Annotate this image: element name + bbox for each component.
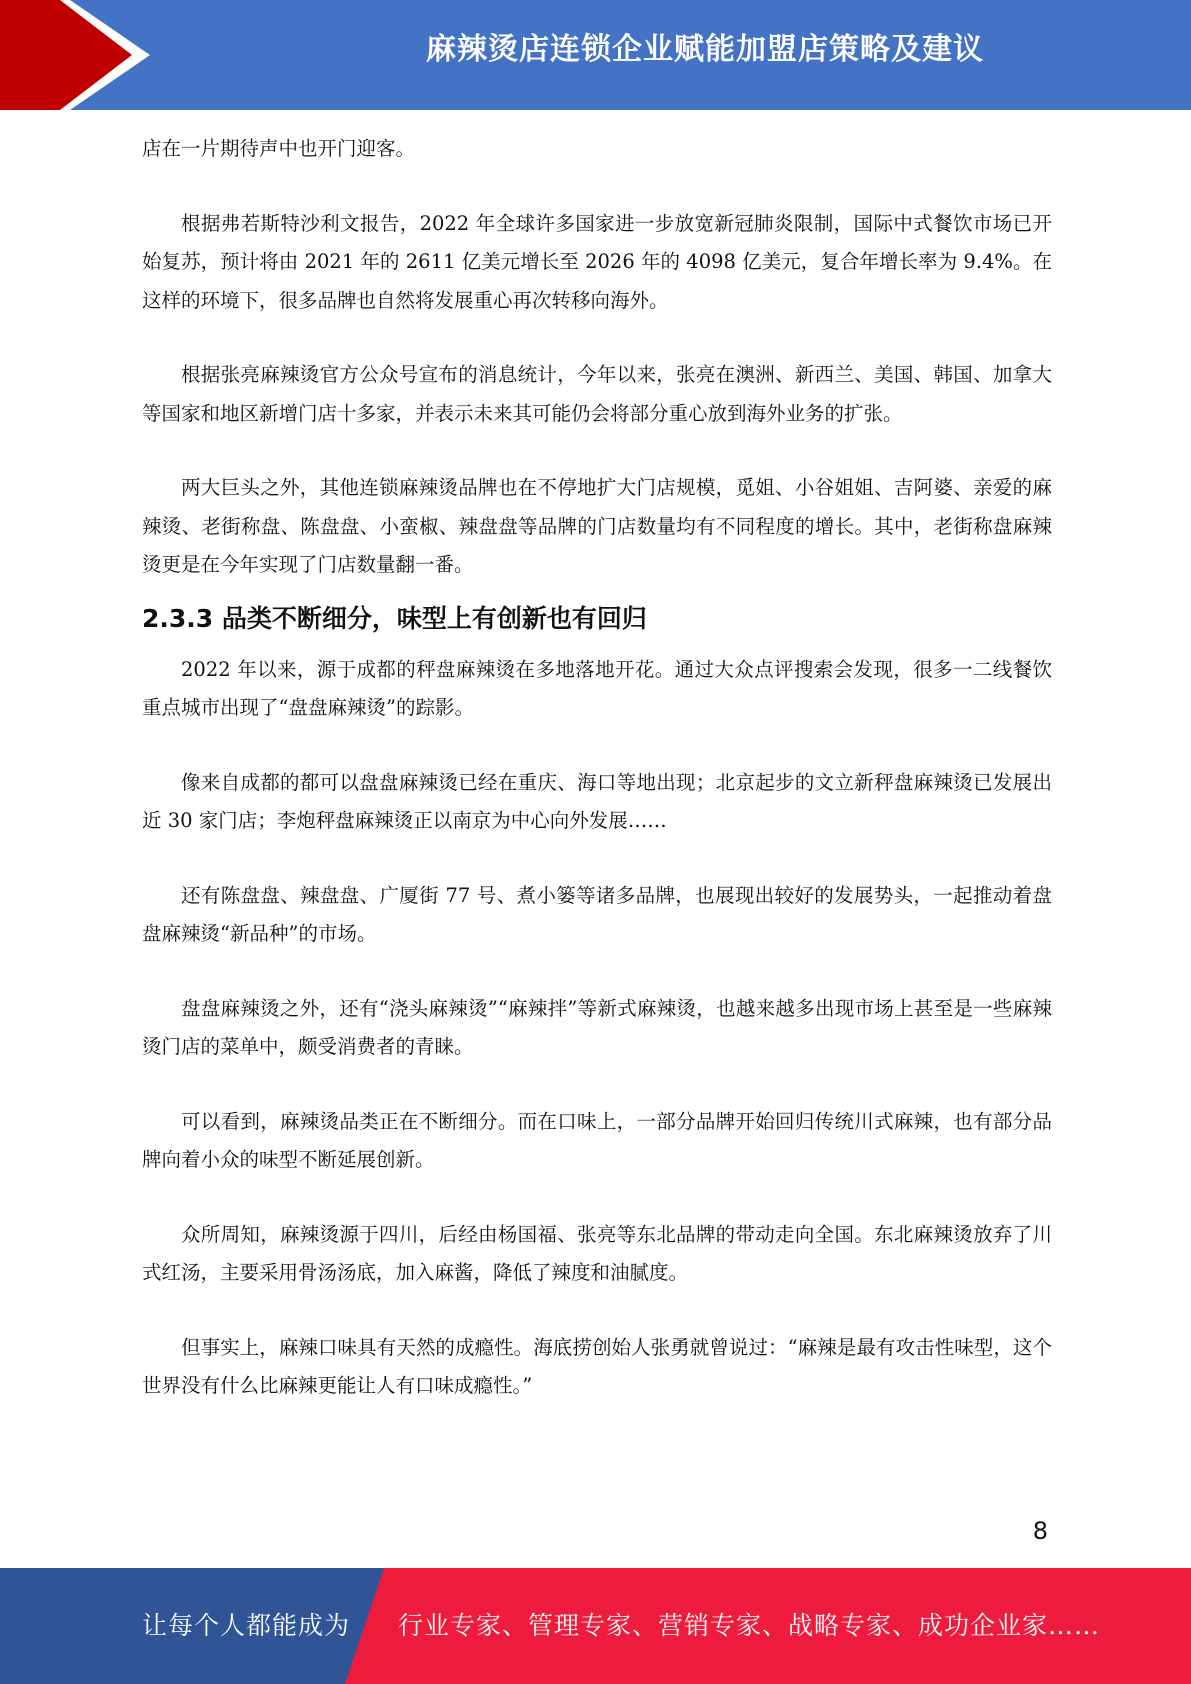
document-title: 麻辣烫店连锁企业赋能加盟店策略及建议 <box>426 32 984 67</box>
paragraph: 两大巨头之外，其他连锁麻辣烫品牌也在不停地扩大门店规模，觅姐、小谷姐姐、吉阿婆、亲爱的麻辣烫、老街称盘、陈盘盘、小蛮椒、辣盘盘等品牌的门店数量均有不同程度的增长。其中，老街称盘麻辣烫更是在今年实现了门店数量翻一番。 <box>142 476 1052 576</box>
page-header <box>0 0 1191 110</box>
paragraph: 2022 年以来，源于成都的秤盘麻辣烫在多地落地开花。通过大众点评搜索会发现，很多一二线餐饮重点城市出现了“盘盘麻辣烫”的踪影。 <box>142 657 1052 719</box>
footer-slogan-left: 让每个人都能成为 <box>142 1611 351 1640</box>
page-number: 8 <box>1032 1517 1048 1545</box>
paragraph: 店在一片期待声中也开门迎客。 <box>142 137 416 160</box>
paragraph: 但事实上，麻辣口味具有天然的成瘾性。海底捞创始人张勇就曾说过：“麻辣是最有攻击性味型，这个世界没有什么比麻辣更能让人有口味成瘾性。” <box>142 1335 1052 1397</box>
section-heading: 2.3.3 品类不断细分，味型上有创新也有回归 <box>142 603 647 633</box>
paragraph: 还有陈盘盘、辣盘盘、广厦街 77 号、煮小篓等诸多品牌，也展现出较好的发展势头，一起推动着盘盘麻辣烫“新品种”的市场。 <box>142 883 1052 945</box>
paragraph: 众所周知，麻辣烫源于四川，后经由杨国福、张亮等东北品牌的带动走向全国。东北麻辣烫放弃了川式红汤，主要采用骨汤汤底，加入麻酱，降低了辣度和油腻度。 <box>142 1222 1052 1284</box>
paragraph: 根据张亮麻辣烫官方公众号宣布的消息统计，今年以来，张亮在澳洲、新西兰、美国、韩国、加拿大等国家和地区新增门店十多家，并表示未来其可能仍会将部分重心放到海外业务的扩张。 <box>142 363 1052 425</box>
paragraph: 像来自成都的都可以盘盘麻辣烫已经在重庆、海口等地出现；北京起步的文立新秤盘麻辣烫已发展出近 30 家门店；李炮秤盘麻辣烫正以南京为中心向外发展…… <box>142 770 1052 832</box>
paragraph: 根据弗若斯特沙利文报告，2022 年全球许多国家进一步放宽新冠肺炎限制，国际中式餐饮市场已开始复苏，预计将由 2021 年的 2611 亿美元增长至 2026 年的 4098 亿美元，复合年增长率为 9.4%。在这样的环境下，很多品牌也自然将发展重心再次转移向海外。 <box>142 211 1052 312</box>
paragraph: 可以看到，麻辣烫品类正在不断细分。而在口味上，一部分品牌开始回归传统川式麻辣，也有部分品牌向着小众的味型不断延展创新。 <box>142 1109 1052 1171</box>
page-footer <box>0 1568 1191 1684</box>
paragraph: 盘盘麻辣烫之外，还有“浇头麻辣烫”“麻辣拌”等新式麻辣烫，也越来越多出现市场上甚至是一些麻辣烫门店的菜单中，颇受消费者的青睐。 <box>142 996 1052 1058</box>
footer-slogan-right: 行业专家、管理专家、营销专家、战略专家、成功企业家…… <box>398 1611 1101 1640</box>
document-body <box>142 130 1052 1406</box>
